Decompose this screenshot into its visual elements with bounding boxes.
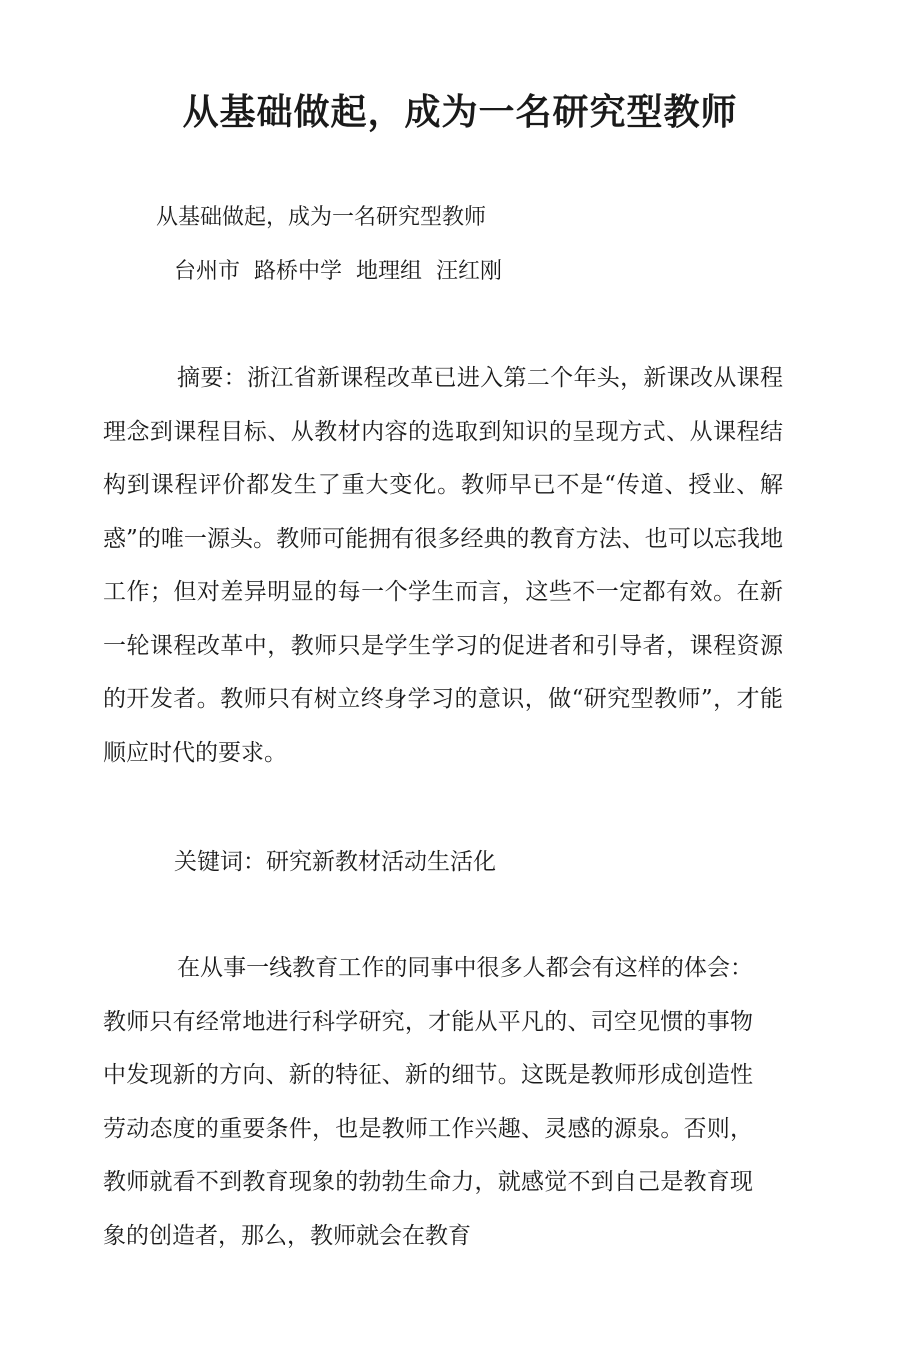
body-paragraph: 在从事一线教育工作的同事中很多人都会有这样的体会：教师只有经常地进行科学研究，才能从平凡的、司空见惯的事物中发现新的方向、新的特征、新的细节。这既是教师形成创造性劳动态度的重要条件，也是教师工作兴趣、灵感的源泉。否则，教师就看不到教育现象的勃勃生命力，就感觉不到自己是教育现象的创造者，那么，教师就会在教育 <box>103 955 753 1249</box>
abstract-paragraph: 摘要：浙江省新课程改革已进入第二个年头，新课改从课程理念到课程目标、从教材内容的选取到知识的呈现方式、从课程结构到课程评价都发生了重大变化。教师早已不是“传道、授业、解惑”的唯一源头。教师可能拥有很多经典的教育方法、也可以忘我地工作；但对差异明显的每一个学生而言，这些不一定都有效。在新一轮课程改革中，教师只是学生学习的促进者和引导者，课程资源的开发者。教师只有树立终身学习的意识，做“研究型教师”，才能顺应时代的要求。 <box>103 365 783 766</box>
document-title: 从基础做起，成为一名研究型教师 <box>182 92 738 133</box>
document-subtitle: 从基础做起，成为一名研究型教师 <box>156 205 487 230</box>
author-line: 台州市 路桥中学 地理组 汪红刚 <box>174 259 502 284</box>
keywords-line: 关键词：研究新教材活动生活化 <box>174 849 496 875</box>
